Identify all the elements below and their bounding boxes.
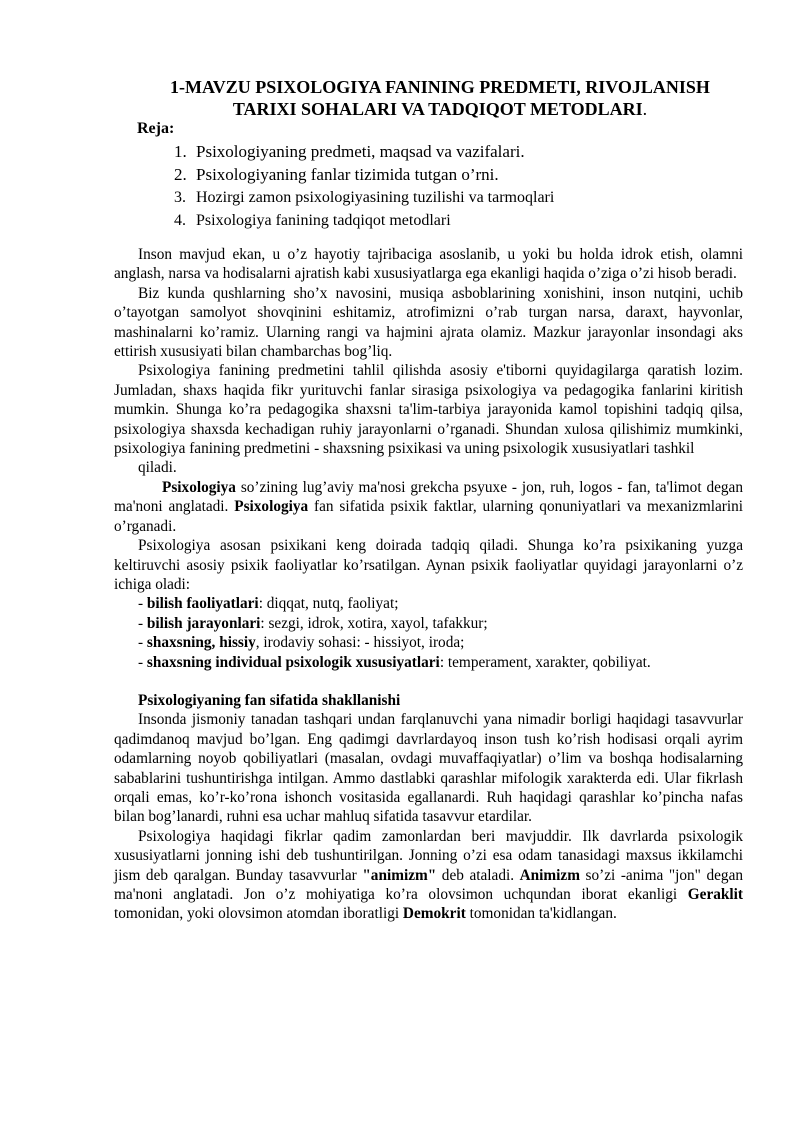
plan-item-text: Psixologiyaning fanlar tizimida tutgan o’rni. xyxy=(196,164,499,184)
dash-item xyxy=(114,594,743,613)
paragraph-5: Psixologiya asosan psixikani keng doirada tadqiq qiladi. Shunga ko’ra psixikaning yuzga keltiruvchi asosiy psixik faoliyatlar ko’rsatilgan. Aynan psixik faoliyatlar quyidagi jarayonlarni o’z ichiga oladi: xyxy=(114,537,743,593)
name-demokrit: Demokrit xyxy=(402,905,466,923)
dash-prefix: - xyxy=(138,614,147,632)
plan-item-number: 3. xyxy=(174,188,186,206)
title-line-2 xyxy=(115,98,765,120)
dash-bold: shaxsning individual psixologik xususiyatlari xyxy=(146,653,440,671)
dash-bold: bilish jarayonlari xyxy=(146,614,261,632)
dash-rest: , irodaviy sohasi: - hissiyot, iroda; xyxy=(255,634,465,652)
dash-rest: : sezgi, idrok, xotira, xayol, tafakkur; xyxy=(260,614,488,632)
plan-item-number: 2. xyxy=(174,164,187,184)
paragraph-7-text-1: Psixologiya haqidagi fikrlar qadim zamonlardan beri mavjuddir. Ilk davrlarda psixologik xususiyatlarni jonning ishi deb tushuntirilgan. Jonning o’zi esa odam tanasidagi maxsus ikkilamchi jism deb qaralgan. Bunday tasavvurlar xyxy=(114,827,743,884)
name-geraklit: Geraklit xyxy=(687,886,743,903)
body-text xyxy=(114,245,743,924)
paragraph-2: Biz kunda qushlarning sho’x navosini, musiqa asboblarining xonishini, inson nutqini, uchib o’tayotgan samolyot shovqinini eshitamiz, atrofimizni o’rab turgan narsa, daraxt, hayvonlar, mashinalarni ko’ramiz. Ularning rangi va hajmini ajrata olamiz. Mazkur jarayonlar insondagi aks ettirish xususiyati bilan chambarchas bog’liq. xyxy=(114,284,743,361)
plan-item xyxy=(174,209,554,232)
paragraph-3-tail: qiladi. xyxy=(138,459,177,477)
term-psixologiya: Psixologiya xyxy=(162,478,236,496)
paragraph-6: Insonda jismoniy tanadan tashqari undan farqlanuvchi yana nimadir borligi haqidagi tasavvurlar qadimdanoq mavjud bo’lgan. Eng qadimgi davrlardayoq inson tush ko’rish hodisasi orqali ayrim odamlarning noyob qobiliyatlari (masalan, ovdagi muvaffaqiyatlar) o’lim va boshqa hodisalarning sabablarini tushuntirishga intilgan. Ammo dastlabki qarashlar mifologik xarakterda edi. Ular fikrlash orqali emas, ko’r-ko’rona ishonch vositasida egallanardi. Ruh haqidagi qarashlar ko’pincha nafas bilan bog’lanardi, ruhni esa uchar mahluq sifatida tasavvur etardilar. xyxy=(114,711,743,826)
plan-item-number: 1. xyxy=(174,141,187,161)
paragraph-7-text-3: so’zi -anima "jon" degan ma'noni anglatadi. Jon o’z mohiyatiga ko’ra olovsimon uchqundan iborat ekanligi xyxy=(114,866,744,903)
paragraph-4 xyxy=(114,478,743,536)
plan-item xyxy=(174,186,554,209)
plan-label: Reja: xyxy=(137,120,175,137)
term-psixologiya-2: Psixologiya xyxy=(234,498,309,516)
title-line-2-text: TARIXI SOHALARI VA TADQIQOT METODLARI xyxy=(232,99,643,119)
plan-item-text: Hozirgi zamon psixologiyasining tuzilishi va tarmoqlari xyxy=(196,188,555,206)
paragraph-3: Psixologiya fanining predmetini tahlil qilishda asosiy e'tiborni quyidagilarga qaratish lozim. Jumladan, shaxs haqida fikr yurituvchi fanlar sirasiga psixologiya va pedagogika fanlarini kiritish mumkin. Shunga ko’ra pedagogika shaxsni ta'lim-tarbiya jarayonida kamol topishini tadqiq qilsa, psixologiya shaxsda kechadigan ruhiy jarayonlarni o’rganadi. Shundan xulosa qilishimiz mumkinki, psixologiya fanining predmetini - shaxsning psixikasi va uning psixologik xususiyatlari tashkil xyxy=(114,362,743,458)
plan-item-text: Psixologiya fanining tadqiqot metodlari xyxy=(196,211,451,229)
paragraph-7-text-5: tomonidan ta'kidlangan. xyxy=(465,905,617,923)
dash-bold: bilish faoliyatlari xyxy=(146,595,259,613)
dash-item xyxy=(114,653,743,672)
title-period: . xyxy=(642,99,648,119)
paragraph-7 xyxy=(114,827,743,924)
term-animizm-quoted: "animizm" xyxy=(362,866,437,884)
dash-rest: : diqqat, nutq, faoliyat; xyxy=(258,595,399,613)
paragraph-7-text-4: tomonidan, yoki olovsimon atomdan iboratligi xyxy=(114,905,403,923)
dash-prefix: - xyxy=(138,634,147,652)
plan-item-text: Psixologiyaning predmeti, maqsad va vazifalari. xyxy=(196,141,525,161)
dash-item xyxy=(114,633,743,652)
paragraph-1: Inson mavjud ekan, u o’z hayotiy tajribaciga asoslanib, u yoki bu holda idrok etish, olamni anglash, narsa va hodisalarni ajratish kabi xususiyatlarga ega ekanligi haqida o’ziga o’zi hisob beradi. xyxy=(114,246,743,283)
paragraph-4-text-2: fan sifatida psixik faktlar, ularning qonuniyatlari va mexanizmlarini o’rganadi. xyxy=(114,498,743,535)
dash-prefix: - xyxy=(138,595,147,613)
dash-item xyxy=(114,614,743,633)
plan-list xyxy=(174,140,554,232)
page-title xyxy=(115,76,765,120)
term-animizm: Animizm xyxy=(519,866,580,884)
dash-prefix: - xyxy=(138,653,147,671)
plan-item-number: 4. xyxy=(174,211,186,229)
dash-rest: : temperament, xarakter, qobiliyat. xyxy=(439,653,651,671)
plan-item xyxy=(174,140,554,163)
dash-bold: shaxsning, hissiy xyxy=(146,634,256,652)
section-heading: Psixologiyaning fan sifatida shakllanishi xyxy=(138,691,401,709)
plan-item xyxy=(174,163,554,186)
paragraph-7-text-2: deb ataladi. xyxy=(436,866,520,884)
title-line-1: 1-MAVZU PSIXOLOGIYA FANINING PREDMETI, RIVOJLANISH xyxy=(170,77,710,97)
paragraph-4-text-1: so’zining lug’aviy ma'nosi grekcha psyuxe - jon, ruh, logos - fan, ta'limot degan ma'noni anglatadi. xyxy=(114,478,743,516)
